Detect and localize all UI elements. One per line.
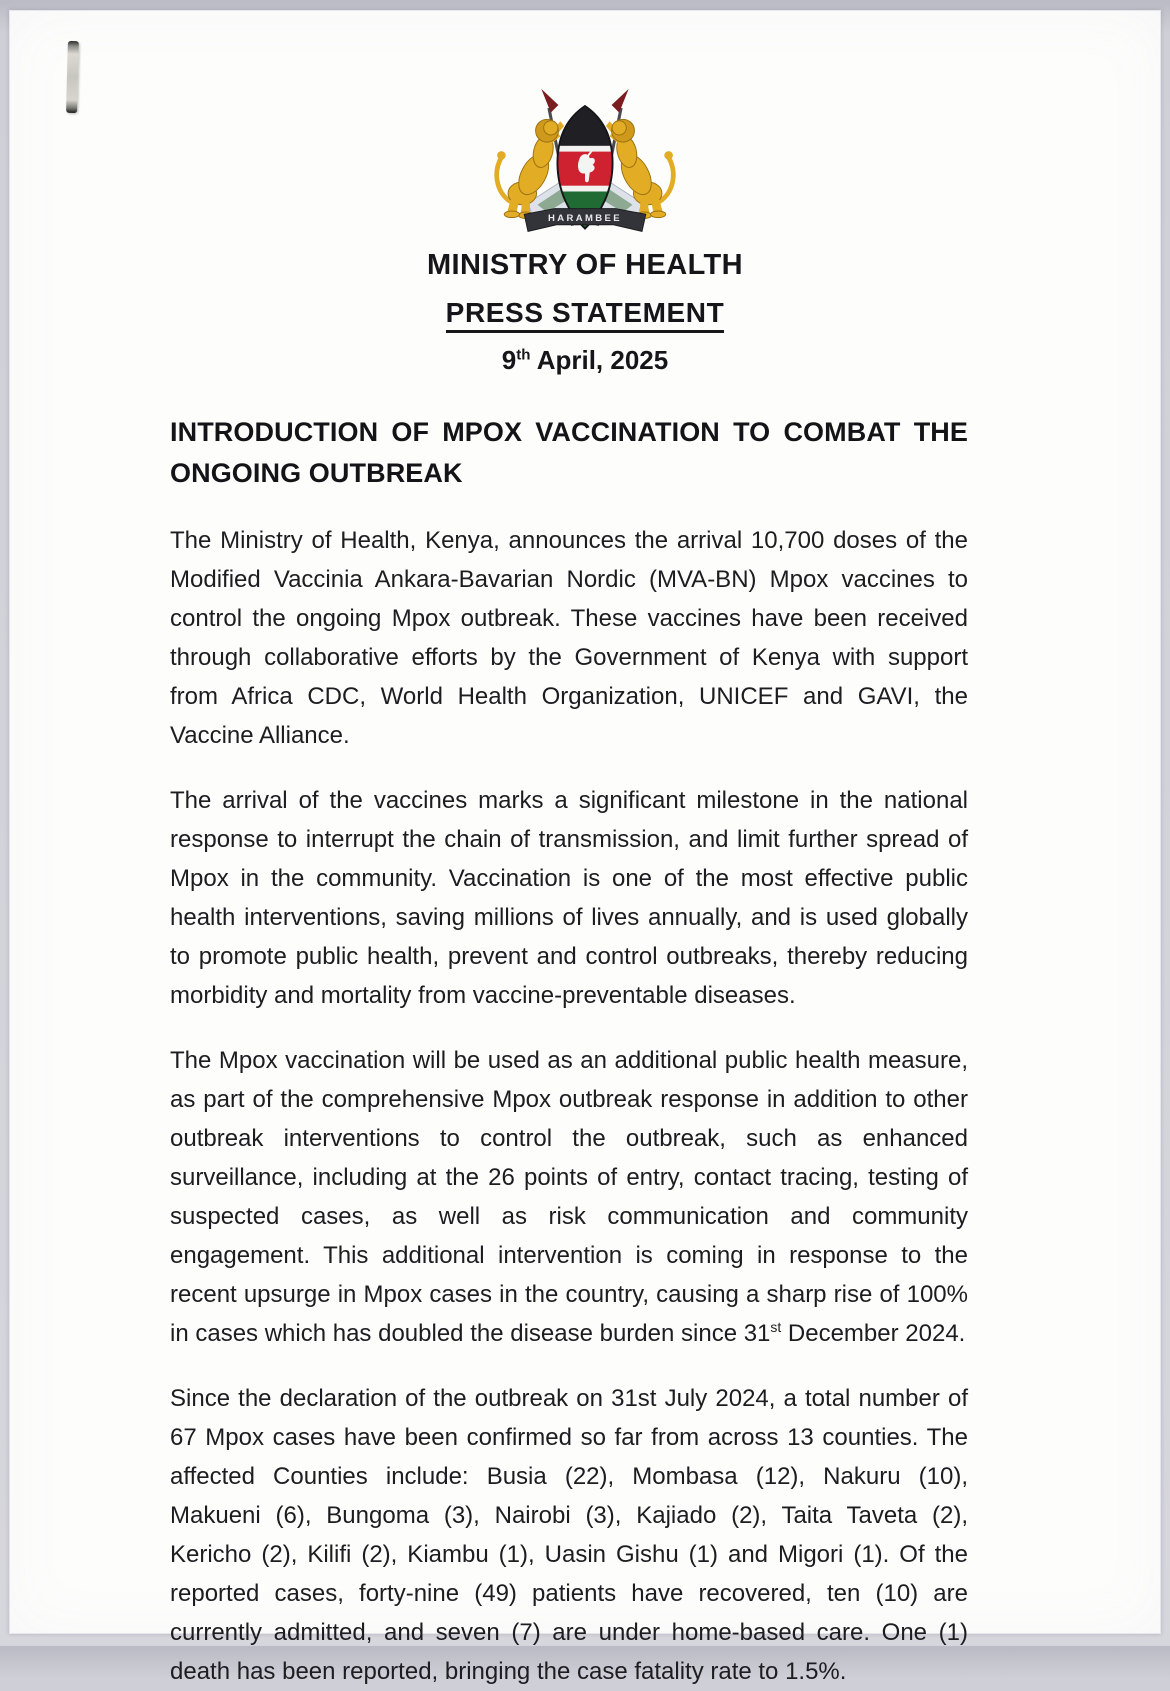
emblem-motto-text: HARAMBEE (548, 212, 622, 224)
paragraph-3-text-end: December 2024. (781, 1320, 966, 1347)
date-rest: April, 2025 (530, 345, 669, 375)
kenya-coat-of-arms-emblem (476, 87, 694, 239)
paragraph-vaccine-arrival: The Ministry of Health, Kenya, announces the arrival 10,700 doses of the Modified Vaccinia Ankara-Bavarian Nordic (MVA-BN) Mpox vaccines to control the ongoing Mpox outbreak. These vaccines have been received through collaborative efforts by the Government of Kenya with support from Africa CDC, World Health Organization, UNICEF and GAVI, the Vaccine Alliance. (170, 527, 968, 749)
paragraph-3-text: The Mpox vaccination will be used as an additional public health measure, as part of the comprehensive Mpox outbreak response in addition to other outbreak interventions to control the outbreak, such as enhanced surveillance, including at the 26 points of entry, contact tracing, testing of suspected cases, as well as risk communication and community engagement. This additional intervention is coming in response to the recent upsurge in Mpox cases in the country, causing a sharp rise of 100% in cases which has doubled the disease burden since 31 (170, 1047, 968, 1347)
paragraph-milestone: The arrival of the vaccines marks a significant milestone in the national response to interrupt the chain of transmission, and limit further spread of Mpox in the community. Vaccination is one of the most effective public health interventions, saving millions of lives annually, and is used globally to promote public health, prevent and control outbreaks, thereby reducing morbidity and mortality from vaccine-preventable diseases. (170, 787, 968, 1009)
ministry-name: MINISTRY OF HEALTH (427, 249, 743, 281)
document-page (9, 10, 1161, 1685)
statement-type (10, 297, 1160, 329)
date-ordinal-suffix: th (516, 346, 531, 364)
staple-mark (66, 41, 79, 113)
statement-date (10, 345, 1160, 376)
paragraph-case-statistics: Since the declaration of the outbreak on 31st July 2024, a total number of 67 Mpox cases have been confirmed so far from across 13 counties. The affected Counties include: Busia (22), Mombasa (12), Nakuru (10), Makueni (6), Bungoma (3), Nairobi (3), Kajiado (2), Taita Taveta (2), Kericho (2), Kilifi (2), Kiambu (1), Uasin Gishu (1) and Migori (1). Of the reported cases, forty-nine (49) patients have recovered, ten (10) are currently admitted, and seven (7) are under home-based care. One (1) death has been reported, bringing the case fatality rate to 1.5%. (170, 1385, 968, 1685)
statement-title: INTRODUCTION OF MPOX VACCINATION TO COMBAT THE ONGOING OUTBREAK (170, 417, 968, 488)
document-header (10, 11, 1160, 376)
document-body (10, 376, 1160, 1691)
date-ordinal-suffix: st (770, 1319, 782, 1335)
date-day: 9 (501, 345, 517, 375)
paragraph-public-health-measure (170, 1041, 968, 1353)
statement-type-label: PRESS STATEMENT (446, 297, 725, 333)
